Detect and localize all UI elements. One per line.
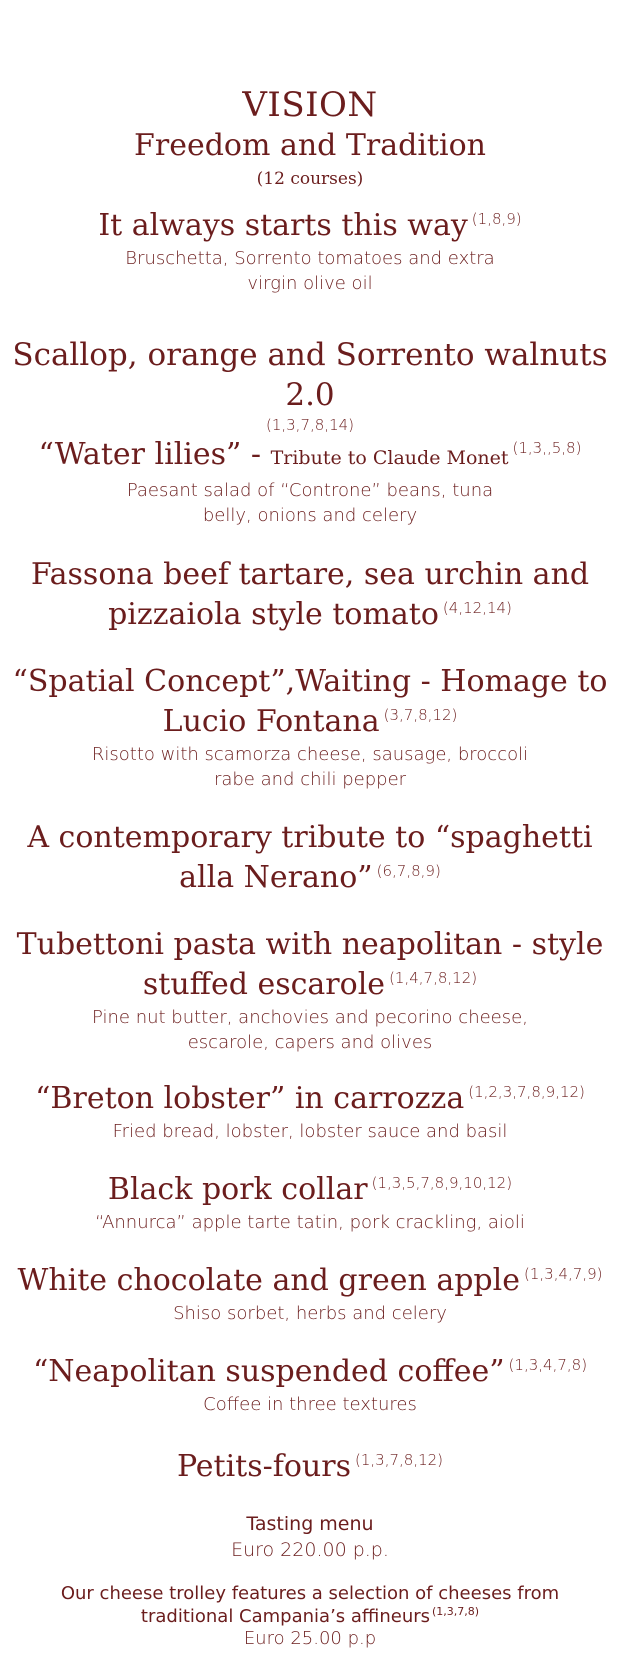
- dish-title: Scallop, orange and Sorrento walnuts 2.0: [12, 337, 608, 413]
- dish-description: Bruschetta, Sorrento tomatoes and extra virgin olive oil: [125, 248, 495, 294]
- dish-title-line-2: stuffed escarole $^{(1,4,7,8,12)}$: [142, 967, 478, 1002]
- allergen-codes: (1,3,7,8): [432, 1605, 480, 1618]
- dish-11: [0, 1352, 620, 1417]
- dish-12: [0, 1447, 620, 1487]
- dish-9: [0, 1170, 620, 1235]
- allergen-codes: (1,3,4,7,9): [523, 1265, 603, 1283]
- dish-title-line-1: Fassona beef tartare, sea urchin and: [30, 557, 590, 592]
- tasting-label: Tasting menu: [246, 1513, 374, 1535]
- dish-5: [0, 662, 620, 792]
- dish-title-line-2: alla Nerano” $^{(6,7,8,9)}$: [179, 860, 441, 895]
- cheese-trolley: [0, 1582, 620, 1650]
- dish-title-line-2: Lucio Fontana $^{(3,7,8,12)}$: [162, 704, 458, 739]
- dish-title: It always starts this way $^{(1,8,9)}$: [98, 208, 522, 243]
- allergen-codes: (3,7,8,12): [383, 706, 458, 724]
- dish-title-line-2: pizzaiola style tomato $^{(4,12,14)}$: [108, 597, 512, 632]
- allergen-codes: (1,2,3,7,8,9,12): [468, 1083, 585, 1101]
- dish-title: White chocolate and green apple $^{(1,3,4,7,9)}$: [17, 1263, 603, 1298]
- dish-2: [0, 335, 620, 435]
- dish-description: Fried bread, lobster, lobster sauce and basil: [112, 1121, 508, 1142]
- dish-1: [0, 206, 620, 296]
- dish-title-line-1: Tubettoni pasta with neapolitan - style: [16, 927, 604, 962]
- dish-description: Risotto with scamorza cheese, sausage, broccoli rabe and chili pepper: [91, 744, 529, 790]
- dish-description: “Annurca” apple tarte tatin, pork crackling, aioli: [95, 1212, 525, 1233]
- allergen-codes: (1,8,9): [471, 210, 522, 228]
- dish-10: [0, 1261, 620, 1326]
- dish-title: “Breton lobster” in carrozza $^{(1,2,3,7,8,9,12)}$: [35, 1081, 585, 1116]
- dish-title: Black pork collar $^{(1,3,5,7,8,9,10,12)}$: [107, 1172, 513, 1207]
- dish-title: “Neapolitan suspended coffee” $^{(1,3,4,7,8)}$: [32, 1354, 588, 1389]
- menu-title: VISION: [242, 85, 378, 125]
- dish-6: [0, 818, 620, 898]
- dish-title: “Water lilies” - Tribute to Claude Monet $^{(1,3,,5,8)}$: [38, 437, 582, 472]
- dish-description: Pine nut butter, anchovies and pecorino cheese, escarole, capers and olives: [92, 1007, 528, 1053]
- allergen-codes: (6,7,8,9): [376, 862, 441, 880]
- dish-description: Paesant salad of “Controne” beans, tuna belly, onions and celery: [126, 480, 494, 526]
- dish-title-line-1: “Spatial Concept”,Waiting - Homage to: [12, 664, 608, 699]
- dish-description: Coffee in three textures: [203, 1394, 417, 1415]
- cheese-line-2: traditional Campania’s affineurs $^{(1,3,7,8)}$: [140, 1605, 480, 1627]
- cheese-line-1: Our cheese trolley features a selection of cheeses from: [60, 1583, 560, 1604]
- allergen-codes: (1,3,7,8,14): [265, 416, 355, 434]
- dish-title: Petits-fours $^{(1,3,7,8,12)}$: [176, 1449, 444, 1484]
- dish-description: Shiso sorbet, herbs and celery: [173, 1303, 447, 1324]
- dish-3: [0, 435, 620, 528]
- dish-subtitle: Tribute to Claude Monet: [270, 447, 509, 469]
- allergen-codes: (1,3,,5,8): [512, 439, 582, 457]
- allergen-codes: (1,3,5,7,8,9,10,12): [371, 1174, 513, 1192]
- dish-4: [0, 555, 620, 635]
- allergen-codes: (4,12,14): [442, 599, 512, 617]
- cheese-price: Euro 25.00 p.p: [243, 1628, 377, 1649]
- courses-note: (12 courses): [256, 169, 364, 189]
- dish-title-line-1: A contemporary tribute to “spaghetti: [27, 820, 593, 855]
- allergen-codes: (1,3,4,7,8): [508, 1356, 588, 1374]
- menu-subtitle: Freedom and Tradition: [134, 128, 486, 163]
- allergen-codes: (1,4,7,8,12): [389, 969, 478, 987]
- dish-7: [0, 925, 620, 1055]
- tasting-menu: [0, 1511, 620, 1563]
- tasting-price: Euro 220.00 p.p.: [231, 1539, 389, 1561]
- dish-8: [0, 1079, 620, 1144]
- allergen-codes: (1,3,7,8,12): [355, 1451, 444, 1469]
